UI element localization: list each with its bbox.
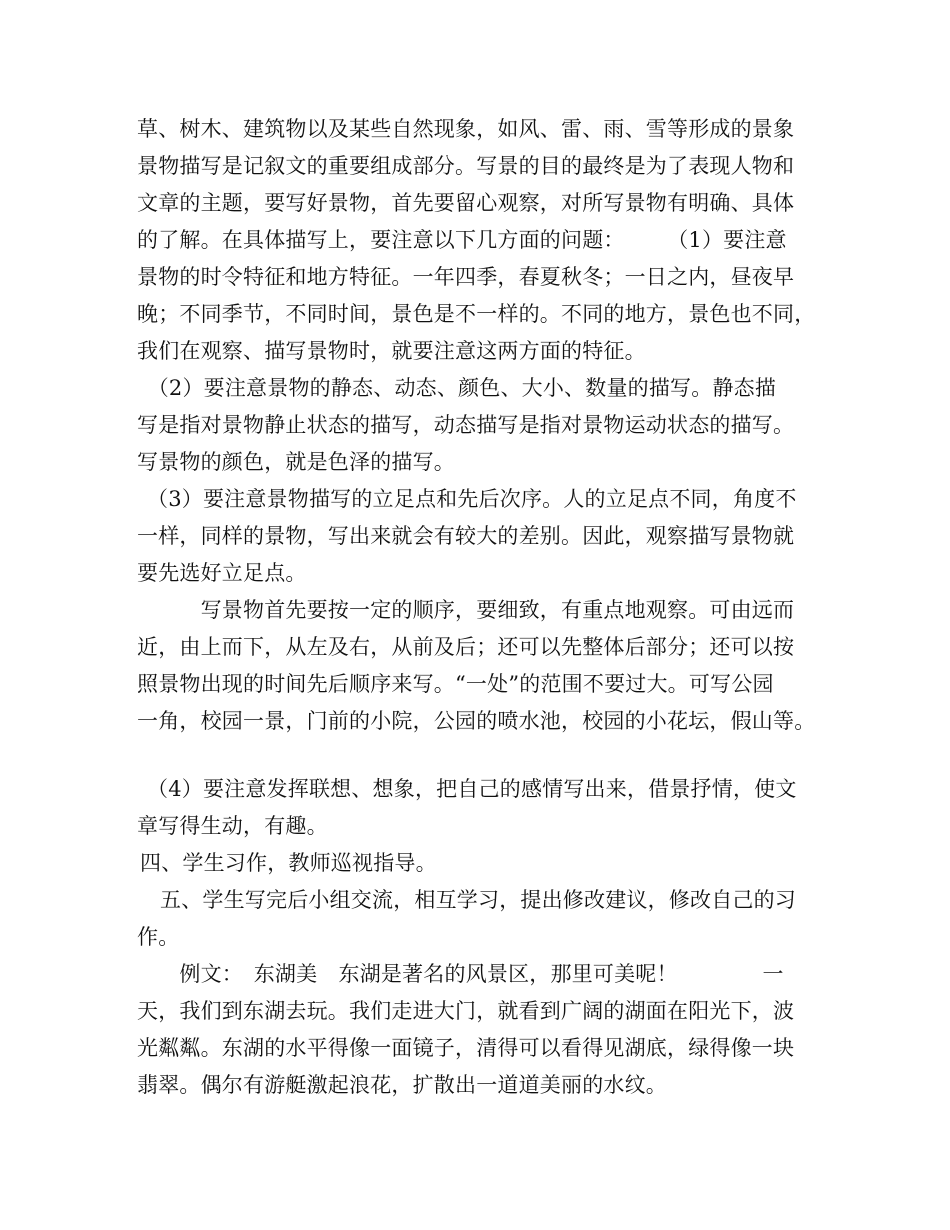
text-line: 我们在观察、描写景物时，就要注意这两方面的特征。 — [137, 339, 646, 363]
text-line: 翡翠。偶尔有游艇激起浪花，扩散出一道道美丽的水纹。 — [137, 1073, 667, 1097]
text-line: 五、学生写完后小组交流，相互学习，提出修改建议，修改自己的习 — [160, 888, 796, 912]
text-line: 一角，校园一景，门前的小院，公园的喷水池，校园的小花坛，假山等。 — [137, 709, 816, 733]
text-line: （3）要注意景物描写的立足点和先后次序。人的立足点不同，角度不 — [147, 487, 797, 511]
text-line: 近，由上而下，从左及右，从前及后；还可以先整体后部分；还可以按 — [137, 635, 795, 659]
text-line: 晚；不同季节，不同时间，景色是不一样的。不同的地方，景色也不同， — [137, 302, 816, 326]
text-line: 天，我们到东湖去玩。我们走进大门，就看到广阔的湖面在阳光下，波 — [137, 999, 795, 1023]
text-line: （2）要注意景物的静态、动态、颜色、大小、数量的描写。静态描 — [137, 376, 777, 400]
text-line: 草、树木、建筑物以及某些自然现象，如风、雷、雨、雪等形成的景象 — [137, 117, 795, 141]
text-line: 章写得生动，有趣。 — [137, 814, 328, 838]
text-line: 照景物出现的时间先后顺序来写。“一处”的范围不要过大。可写公园 — [137, 672, 774, 696]
text-line: 一样，同样的景物，写出来就会有较大的差别。因此，观察描写景物就 — [137, 524, 795, 548]
text-line: 写景物首先要按一定的顺序，要细致，有重点地观察。可由远而 — [137, 598, 795, 622]
text-line: 文章的主题，要写好景物，首先要留心观察，对所写景物有明确、具体 — [137, 191, 795, 215]
text-line: 光粼粼。东湖的水平得像一面镜子，清得可以看得见湖底，绿得像一块 — [137, 1036, 795, 1060]
text-line: 要先选好立足点。 — [137, 561, 307, 585]
text-line: （4）要注意发挥联想、想象，把自己的感情写出来，借景抒情，使文 — [147, 777, 797, 801]
text-line: 景物的时令特征和地方特征。一年四季，春夏秋冬；一日之内，昼夜早 — [137, 265, 795, 289]
text-line: 写是指对景物静止状态的描写，动态描写是指对景物运动状态的描写。 — [137, 413, 795, 437]
text-line: 景物描写是记叙文的重要组成部分。写景的目的最终是为了表现人物和 — [137, 154, 795, 178]
text-line: 写景物的颜色，就是色泽的描写。 — [137, 450, 455, 474]
text-line: 作。 — [137, 925, 180, 949]
text-line: 例文： 东湖美 东湖是著名的风景区，那里可美呢！ 一 — [137, 962, 784, 986]
text-line: 四、学生习作，教师巡视指导。 — [140, 851, 437, 875]
text-line: 的了解。在具体描写上，要注意以下几方面的问题： （1）要注意 — [137, 228, 787, 252]
